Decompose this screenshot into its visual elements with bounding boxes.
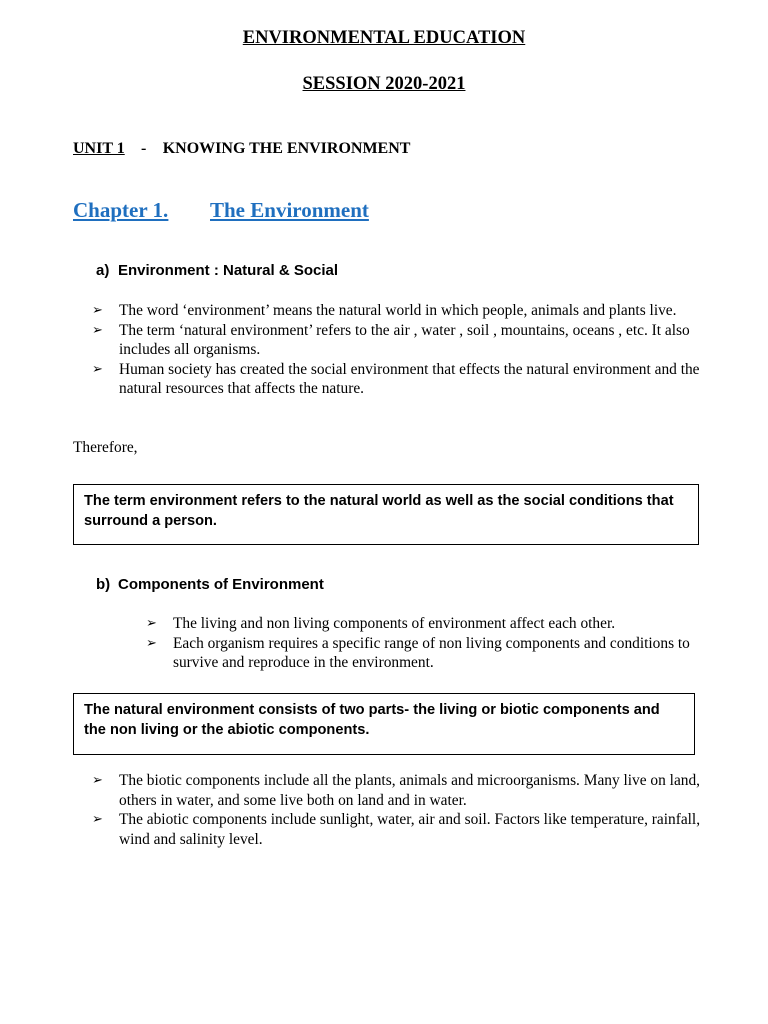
therefore-text: Therefore, [73,439,138,456]
chapter-number [73,198,210,223]
list-item-text: The abiotic components include sunlight, water, air and soil. Factors like temperature, rainfall, wind and salinity level. [119,811,701,848]
section-a-title: Environment : Natural & Social [118,262,339,279]
arrow-bullet-icon: ➢ [146,635,157,651]
chapter-number-text: Chapter 1. [73,198,169,222]
list-item [92,360,702,399]
list-item [92,810,702,849]
section-a-heading [96,262,338,279]
list-item-text: The biotic components include all the plants, animals and microorganisms. Many live on land, others in water, and some live both on land and in water. [119,772,701,809]
document-title: ENVIRONMENTAL EDUCATION [242,28,526,48]
section-b-components-list [92,771,702,849]
unit-heading [73,140,410,158]
list-item [92,771,702,810]
list-item-text: The word ‘environment’ means the natural world in which people, animals and plants live. [119,302,677,319]
section-b-bullet-list [146,614,706,673]
session-title: SESSION 2020-2021 [302,74,466,94]
chapter-title: The Environment [210,198,369,222]
list-item-text: The term ‘natural environment’ refers to the air , water , soil , mountains, oceans , etc. It also includes all organisms. [119,321,690,358]
unit-title: KNOWING THE ENVIRONMENT [162,140,411,157]
definition-box-environment: The term environment refers to the natural world as well as the social conditions that surround a person. [73,484,699,545]
arrow-bullet-icon: ➢ [92,361,103,377]
section-a-letter: a) [96,262,110,279]
arrow-bullet-icon: ➢ [92,773,103,788]
chapter-heading [73,198,369,223]
definition-box-components: The natural environment consists of two parts- the living or biotic components and the non living or the abiotic components. [73,693,695,755]
arrow-bullet-icon: ➢ [92,812,103,827]
section-b-heading [96,576,324,593]
section-b-title: Components of Environment [118,576,324,593]
list-item [146,614,706,634]
arrow-bullet-icon: ➢ [146,616,157,631]
section-a-bullet-list [92,301,702,399]
list-item-text: The living and non living components of environment affect each other. [173,615,616,632]
list-item [92,301,702,321]
list-item-text: Human society has created the social environment that effects the natural environment and the natural resources that affects the nature. [119,360,700,397]
arrow-bullet-icon: ➢ [92,322,103,338]
list-item-text: Each organism requires a specific range of non living components and conditions to survive and reproduce in the environment. [173,634,690,671]
arrow-bullet-icon: ➢ [92,303,103,318]
unit-separator: - [141,140,147,157]
list-item [92,321,702,360]
unit-label: UNIT 1 [73,140,125,157]
section-b-letter: b) [96,576,111,593]
list-item [146,634,706,673]
